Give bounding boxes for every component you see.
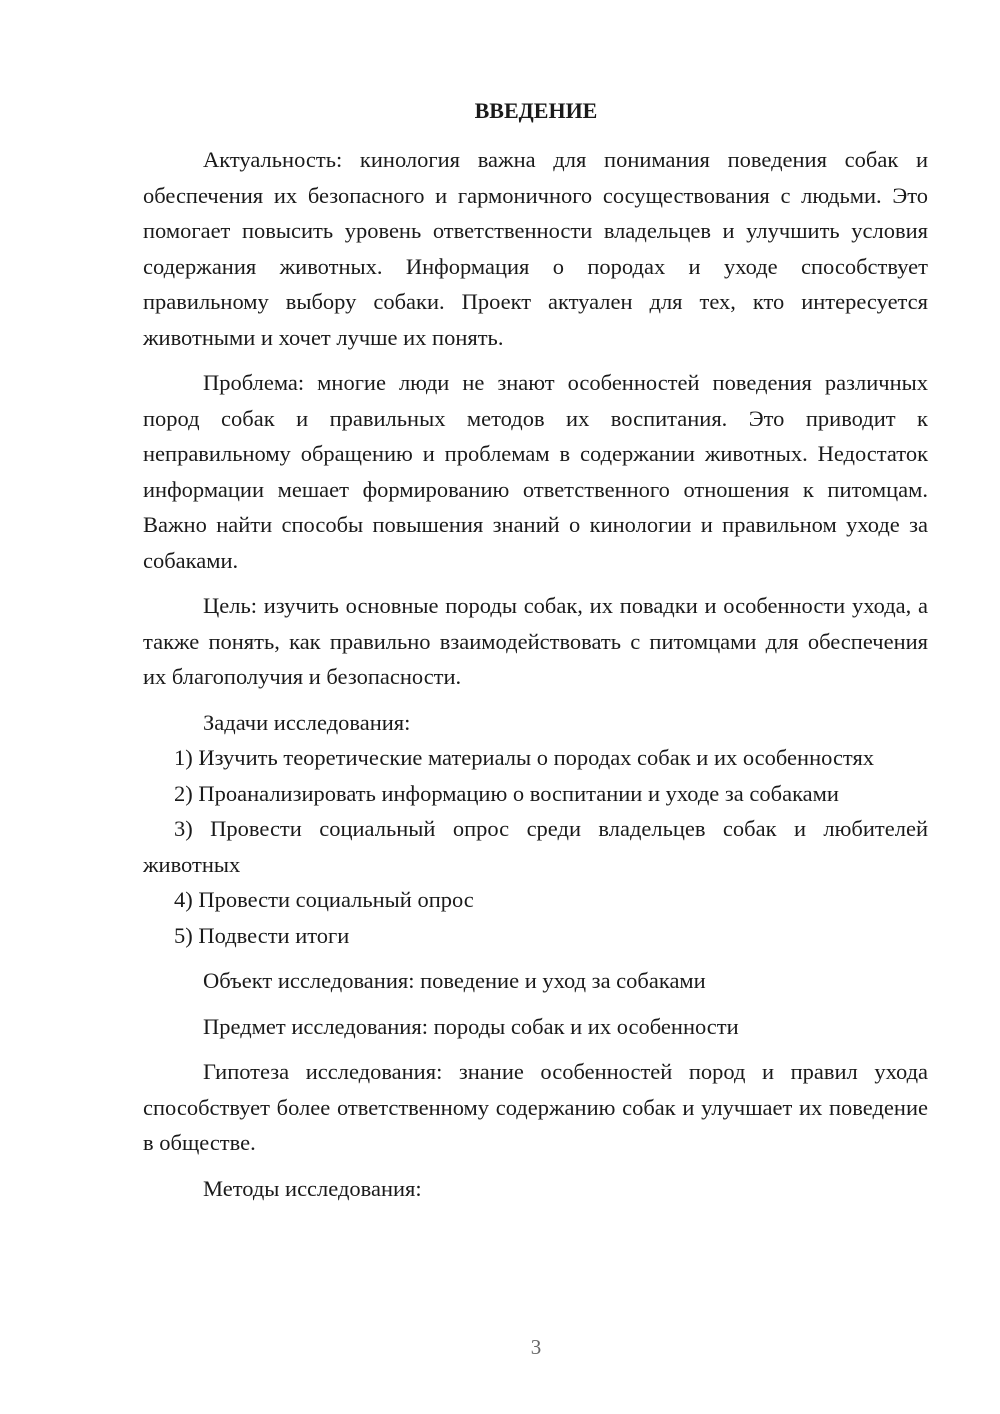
task-item-5: 5) Подвести итоги [174, 922, 350, 948]
document-body [143, 142, 928, 1206]
methods-heading: Методы исследования: [203, 1175, 422, 1201]
tasks-heading: Задачи исследования: [203, 709, 411, 735]
task-item-3: 3) Провести социальный опрос среди владельцев собак и любителей животных [143, 816, 928, 877]
page-title: ВВЕДЕНИЕ [474, 98, 598, 123]
relevance-paragraph: Актуальность: кинология важна для понимания поведения собак и обеспечения их безопасного и гармоничного сосуществования с людьми. Это помогает повысить уровень ответственности владельцев и улучшить условия содержания животных. Информация о породах и уходе способствует правильному выбору собаки. Проект актуален для тех, кто интересуется животными и хочет лучше их понять. [143, 147, 928, 350]
subject-paragraph: Предмет исследования: породы собак и их особенности [203, 1013, 739, 1039]
object-paragraph: Объект исследования: поведение и уход за собаками [203, 968, 706, 993]
page-number: 3 [530, 1335, 542, 1359]
hypothesis-paragraph: Гипотеза исследования: знание особенностей пород и правил ухода способствует более ответственному содержанию собак и улучшает их поведение в обществе. [143, 1059, 928, 1155]
task-item-4: 4) Провести социальный опрос [174, 887, 474, 912]
goal-paragraph: Цель: изучить основные породы собак, их повадки и особенности ухода, а также понять, как правильно взаимодействовать с питомцами для обеспечения их благополучия и безопасности. [143, 593, 928, 689]
task-item-1: 1) Изучить теоретические материалы о породах собак и их особенностях [174, 745, 875, 770]
task-item-2: 2) Проанализировать информацию о воспитании и уходе за собаками [174, 780, 839, 806]
problem-paragraph: Проблема: многие люди не знают особенностей поведения различных пород собак и правильных методов их воспитания. Это приводит к неправильному обращению и проблемам в содержании животных. Недостаток информации мешает формированию ответственного отношения к питомцам. Важно найти способы повышения знаний о кинологии и правильном уходе за собаками. [143, 370, 928, 573]
